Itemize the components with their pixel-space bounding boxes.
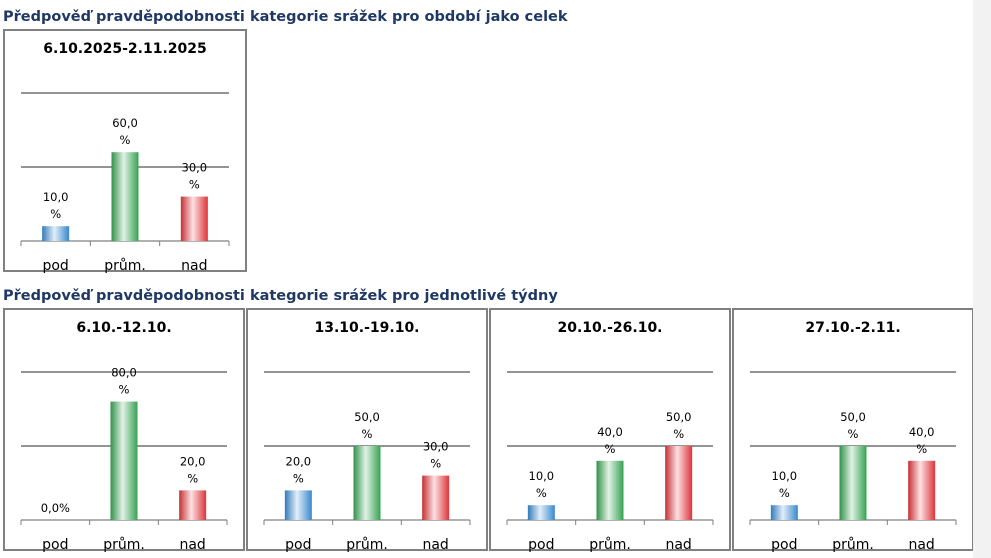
- data-label-nad: 30,0: [422, 439, 449, 454]
- bar-prumer: [354, 446, 381, 520]
- category-label-nad: nad: [908, 537, 935, 553]
- data-label-prumer: %: [604, 441, 616, 456]
- data-label-nad: 30,0: [181, 160, 208, 175]
- week-4-chart: [732, 308, 974, 551]
- chart-svg: [5, 31, 245, 274]
- data-label-nad: 40,0: [908, 424, 935, 439]
- data-label-pod: 20,0: [285, 454, 312, 469]
- week-2-chart: [246, 308, 488, 551]
- chart-title: 27.10.-2.11.: [805, 320, 901, 336]
- data-label-pod: %: [535, 486, 547, 501]
- data-label-prumer: %: [118, 382, 130, 397]
- data-label-pod: 10,0: [42, 190, 69, 205]
- bar-pod: [42, 226, 69, 241]
- chart-svg: [734, 310, 972, 553]
- bar-prumer: [111, 402, 138, 520]
- category-label-nad: nad: [179, 537, 206, 553]
- data-label-pod: %: [778, 486, 790, 501]
- week-1-chart: [3, 308, 245, 551]
- category-label-prumer: prům.: [346, 537, 388, 553]
- category-label-prumer: prům.: [589, 537, 631, 553]
- data-label-nad: %: [188, 177, 200, 192]
- data-label-prumer: 50,0: [840, 410, 866, 424]
- category-label-prumer: prům.: [832, 537, 874, 553]
- data-label-prumer: %: [119, 133, 131, 148]
- data-label-nad: %: [187, 471, 199, 486]
- data-label-nad: %: [673, 427, 685, 441]
- data-label-prumer: 60,0: [112, 116, 138, 131]
- chart-title: 20.10.-26.10.: [557, 320, 663, 336]
- category-label-nad: nad: [181, 258, 208, 274]
- data-label-pod: 10,0: [528, 469, 555, 484]
- category-label-pod: pod: [285, 537, 312, 553]
- chart-svg: [5, 310, 243, 553]
- data-label-pod: 0,0%: [40, 501, 70, 515]
- bar-prumer: [840, 446, 867, 520]
- category-label-prumer: prům.: [104, 258, 146, 274]
- data-label-pod: %: [50, 207, 62, 222]
- overall-heading: Předpověď pravděpodobnosti kategorie srážek pro období jako celek: [3, 9, 568, 25]
- chart-svg: [248, 310, 486, 553]
- category-label-pod: pod: [771, 537, 798, 553]
- weekly-heading: Předpověď pravděpodobnosti kategorie srážek pro jednotlivé týdny: [3, 288, 558, 304]
- data-label-prumer: %: [361, 427, 373, 441]
- data-label-nad: 50,0: [665, 410, 692, 424]
- bar-pod: [771, 505, 798, 520]
- category-label-pod: pod: [528, 537, 555, 553]
- data-label-nad: 20,0: [179, 454, 206, 469]
- data-label-prumer: 80,0: [111, 365, 137, 380]
- data-label-prumer: 50,0: [354, 410, 380, 424]
- category-label-pod: pod: [42, 537, 69, 553]
- chart-title: 13.10.-19.10.: [314, 320, 420, 336]
- bar-prumer: [597, 461, 624, 520]
- bar-nad: [181, 197, 208, 241]
- bar-nad: [665, 446, 692, 520]
- chart-title: 6.10.-12.10.: [76, 320, 172, 336]
- week-3-chart: [489, 308, 731, 551]
- chart-svg: [491, 310, 729, 553]
- overall-chart: [3, 29, 247, 272]
- data-label-prumer: 40,0: [597, 424, 623, 439]
- data-label-nad: %: [916, 441, 928, 456]
- bar-nad: [422, 476, 449, 520]
- bar-pod: [528, 505, 555, 520]
- data-label-prumer: %: [847, 427, 859, 441]
- category-label-prumer: prům.: [103, 537, 145, 553]
- chart-title: 6.10.2025-2.11.2025: [43, 41, 207, 57]
- bar-pod: [285, 490, 312, 520]
- bar-nad: [179, 490, 206, 520]
- bar-prumer: [112, 152, 139, 241]
- scrollbar-track[interactable]: [973, 0, 991, 558]
- bar-nad: [908, 461, 935, 520]
- category-label-pod: pod: [42, 258, 69, 274]
- data-label-pod: %: [292, 471, 304, 486]
- category-label-nad: nad: [665, 537, 692, 553]
- data-label-nad: %: [430, 456, 442, 471]
- data-label-pod: 10,0: [771, 469, 798, 484]
- category-label-nad: nad: [422, 537, 449, 553]
